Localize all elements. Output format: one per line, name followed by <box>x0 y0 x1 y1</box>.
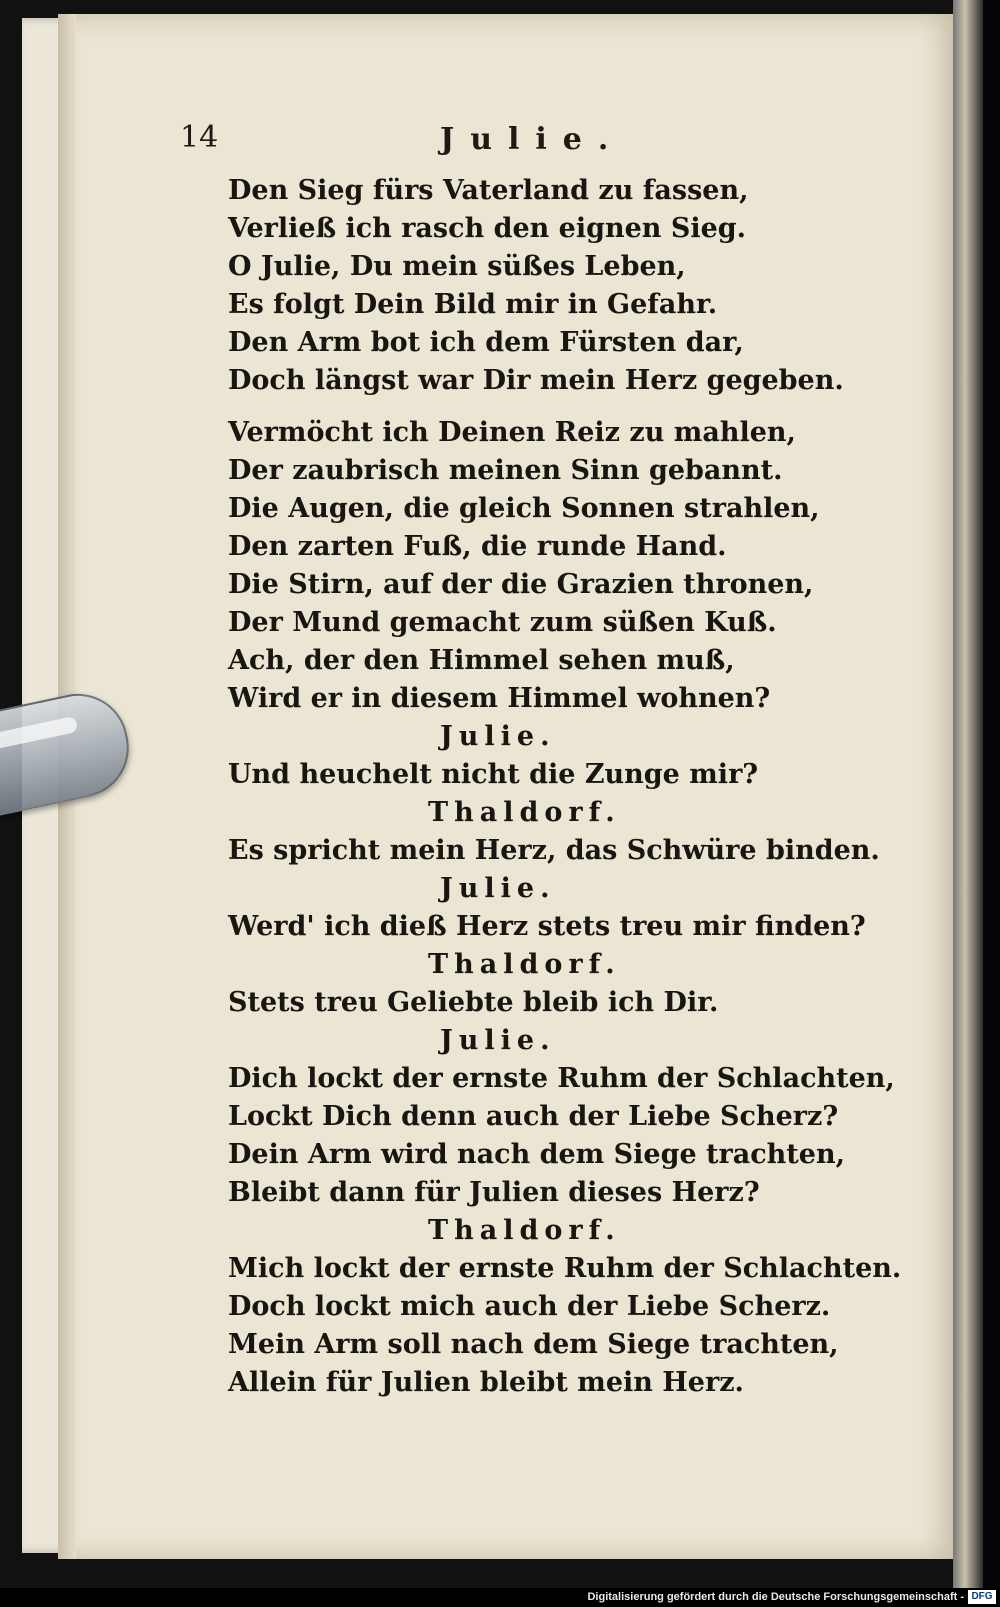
verse-line: Die Augen, die gleich Sonnen strahlen, <box>228 493 820 524</box>
verse-line: Den Arm bot ich dem Fürsten dar, <box>228 327 744 358</box>
verse-line: Wird er in diesem Himmel wohnen? <box>228 683 771 714</box>
verse-line: Dein Arm wird nach dem Siege trachten, <box>228 1139 845 1170</box>
speaker-name: Thaldorf. <box>428 949 621 980</box>
stanza-gap <box>228 400 828 414</box>
footer-credit: Digitalisierung gefördert durch die Deutsche Forschungsgemeinschaft - <box>587 1591 964 1603</box>
verse-line: Der zaubrisch meinen Sinn gebannt. <box>228 455 783 486</box>
speaker-name: Julie. <box>440 1025 556 1056</box>
poem-text <box>228 172 902 1402</box>
verse-line: Mein Arm soll nach dem Siege trachten, <box>228 1329 839 1360</box>
verse-line: Ach, der den Himmel sehen muß, <box>228 645 735 676</box>
verse-line: Mich lockt der ernste Ruhm der Schlachten. <box>228 1253 902 1284</box>
verse-line: Lockt Dich denn auch der Liebe Scherz? <box>228 1101 839 1132</box>
speaker-name: Julie. <box>440 873 556 904</box>
dialogue <box>228 718 902 1402</box>
verse-line: Und heuchelt nicht die Zunge mir? <box>228 759 759 790</box>
verse-line: Vermöcht ich Deinen Reiz zu mahlen, <box>228 417 796 448</box>
stanza-2 <box>228 414 828 718</box>
verse-line: Den Sieg fürs Vaterland zu fassen, <box>228 175 749 206</box>
verse-line: Es spricht mein Herz, das Schwüre binden. <box>228 835 880 866</box>
verse-line: Werd' ich dieß Herz stets treu mir finden? <box>228 911 866 942</box>
stanza-1 <box>228 172 844 400</box>
verse-line: Es folgt Dein Bild mir in Gefahr. <box>228 289 718 320</box>
dfg-logo-icon: DFG <box>968 1590 996 1604</box>
speaker-name: Julie. <box>440 721 556 752</box>
verse-line: Den zarten Fuß, die runde Hand. <box>228 531 727 562</box>
verse-line: Die Stirn, auf der die Grazien thronen, <box>228 569 814 600</box>
verse-line: Bleibt dann für Julien dieses Herz? <box>228 1177 760 1208</box>
footer-bar <box>0 1588 1000 1607</box>
speaker-name: Thaldorf. <box>428 797 621 828</box>
clip-highlight <box>0 716 78 750</box>
speaker-name: Thaldorf. <box>428 1215 621 1246</box>
verse-line: Dich lockt der ernste Ruhm der Schlachten, <box>228 1063 895 1094</box>
facing-page-sliver <box>953 0 983 1588</box>
verse-line: Verließ ich rasch den eignen Sieg. <box>228 213 747 244</box>
page-number: 14 <box>180 120 219 155</box>
verse-line: Der Mund gemacht zum süßen Kuß. <box>228 607 777 638</box>
verse-line: Allein für Julien bleibt mein Herz. <box>228 1367 744 1398</box>
running-head: Julie. <box>440 122 625 157</box>
verse-line: Stets treu Geliebte bleib ich Dir. <box>228 987 719 1018</box>
verse-line: O Julie, Du mein süßes Leben, <box>228 251 686 282</box>
verse-line: Doch lockt mich auch der Liebe Scherz. <box>228 1291 831 1322</box>
verse-line: Doch längst war Dir mein Herz gegeben. <box>228 365 844 396</box>
scan-right-edge <box>983 0 1000 1588</box>
